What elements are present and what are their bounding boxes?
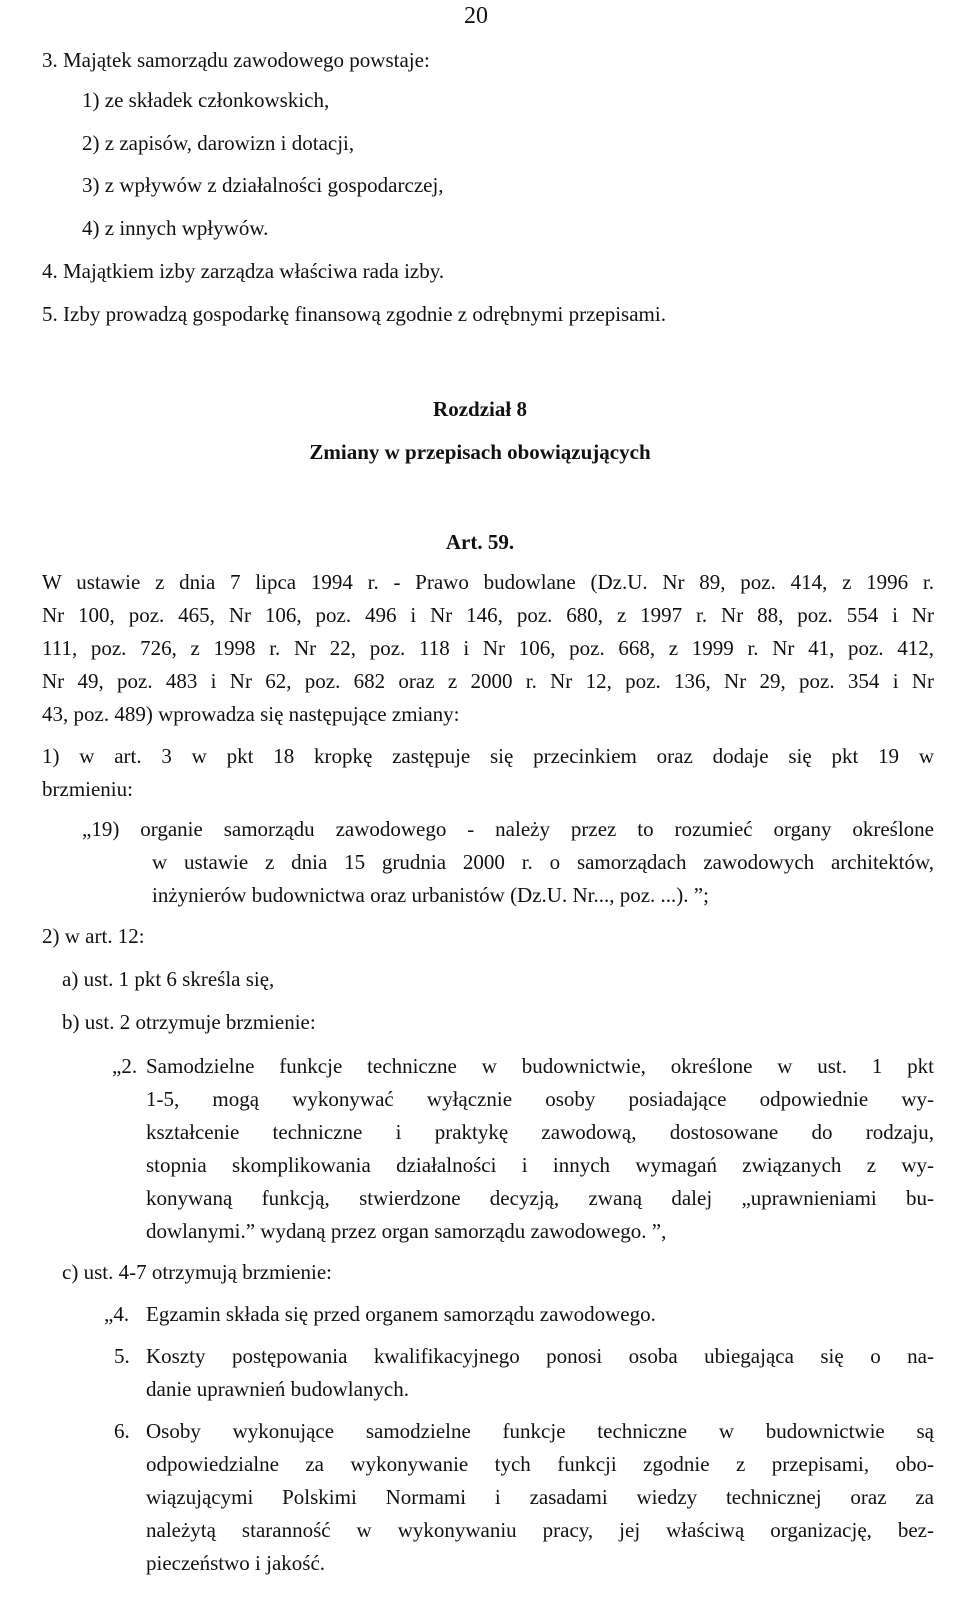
chapter-number: Rozdział 8 (433, 397, 527, 421)
quote-line: odpowiedzialne za wykonywanie tych funkcji zgodnie z przepisami, obo- (146, 1452, 934, 1476)
quote-line: Egzamin składa się przed organem samorządu zawodowego. (146, 1302, 656, 1326)
quote-line: Osoby wykonujące samodzielne funkcje techniczne w budownictwie są (146, 1419, 934, 1443)
section-4: 4. Majątkiem izby zarządza właściwa rada izby. (42, 259, 445, 283)
section-5: 5. Izby prowadzą gospodarkę finansową zgodnie z odrębnymi przepisami. (42, 302, 666, 326)
quote-line: stopnia skomplikowania działalności i innych wymagań związanych z wy- (146, 1153, 934, 1177)
chapter-title: Zmiany w przepisach obowiązujących (309, 440, 651, 464)
quote-line: Koszty postępowania kwalifikacyjnego ponosi osoba ubiegająca się o na- (146, 1344, 934, 1368)
quote-line: konywaną funkcją, stwierdzone decyzją, zwaną dalej „uprawnieniami bu- (146, 1186, 934, 1210)
quote-label: „2. (112, 1054, 138, 1078)
quote-line: Samodzielne funkcje techniczne w budownictwie, określone w ust. 1 pkt (146, 1054, 934, 1078)
list-item: 1) ze składek członkowskich, (82, 88, 330, 112)
point-1-line: brzmieniu: (42, 777, 133, 801)
point-2-label: 2) w art. 12: (42, 924, 145, 948)
quote-label: 5. (114, 1344, 130, 1368)
quote-line: dowlanymi.” wydaną przez organ samorządu zawodowego. ”, (146, 1219, 667, 1243)
page-number: 20 (464, 3, 488, 29)
list-item: 4) z innych wpływów. (82, 216, 269, 240)
list-item: 3) z wpływów z działalności gospodarczej, (82, 173, 444, 197)
article-intro-line: 111, poz. 726, z 1998 r. Nr 22, poz. 118 i Nr 106, poz. 668, z 1999 r. Nr 41, poz. 412, (42, 636, 934, 660)
quote-line: inżynierów budownictwa oraz urbanistów (Dz.U. Nr..., poz. ...). ”; (152, 883, 709, 907)
quote-line: należytą staranność w wykonywaniu pracy, jej właściwą organizację, bez- (146, 1518, 934, 1542)
section-3-intro: 3. Majątek samorządu zawodowego powstaje: (42, 48, 430, 72)
list-item: 2) z zapisów, darowizn i dotacji, (82, 131, 355, 155)
subpoint-a: a) ust. 1 pkt 6 skreśla się, (62, 967, 275, 991)
quote-label: „4. (104, 1302, 130, 1326)
quote-line: pieczeństwo i jakość. (146, 1551, 326, 1575)
quote-line: „19) organie samorządu zawodowego - należy przez to rozumieć organy określone (82, 817, 934, 841)
quote-line: 1-5, mogą wykonywać wyłącznie osoby posiadające odpowiednie wy- (146, 1087, 934, 1111)
point-1-line: 1) w art. 3 w pkt 18 kropkę zastępuje się przecinkiem oraz dodaje się pkt 19 w (42, 744, 934, 768)
quote-line: danie uprawnień budowlanych. (146, 1377, 410, 1401)
quote-label: 6. (114, 1419, 130, 1443)
subpoint-b: b) ust. 2 otrzymuje brzmienie: (62, 1010, 316, 1034)
article-intro-line: W ustawie z dnia 7 lipca 1994 r. - Prawo budowlane (Dz.U. Nr 89, poz. 414, z 1996 r. (42, 570, 934, 594)
quote-line: kształcenie techniczne i praktykę zawodową, dostosowane do rodzaju, (146, 1120, 934, 1144)
quote-line: w ustawie z dnia 15 grudnia 2000 r. o samorządach zawodowych architektów, (152, 850, 934, 874)
article-intro-line: Nr 49, poz. 483 i Nr 62, poz. 682 oraz z 2000 r. Nr 12, poz. 136, Nr 29, poz. 354 i Nr (42, 669, 934, 693)
article-intro-line: 43, poz. 489) wprowadza się następujące zmiany: (42, 702, 460, 726)
article-heading: Art. 59. (445, 530, 515, 554)
quote-line: wiązującymi Polskimi Normami i zasadami wiedzy technicznej oraz za (146, 1485, 934, 1509)
subpoint-c: c) ust. 4-7 otrzymują brzmienie: (62, 1260, 332, 1284)
article-intro-line: Nr 100, poz. 465, Nr 106, poz. 496 i Nr 146, poz. 680, z 1997 r. Nr 88, poz. 554 i Nr (42, 603, 934, 627)
